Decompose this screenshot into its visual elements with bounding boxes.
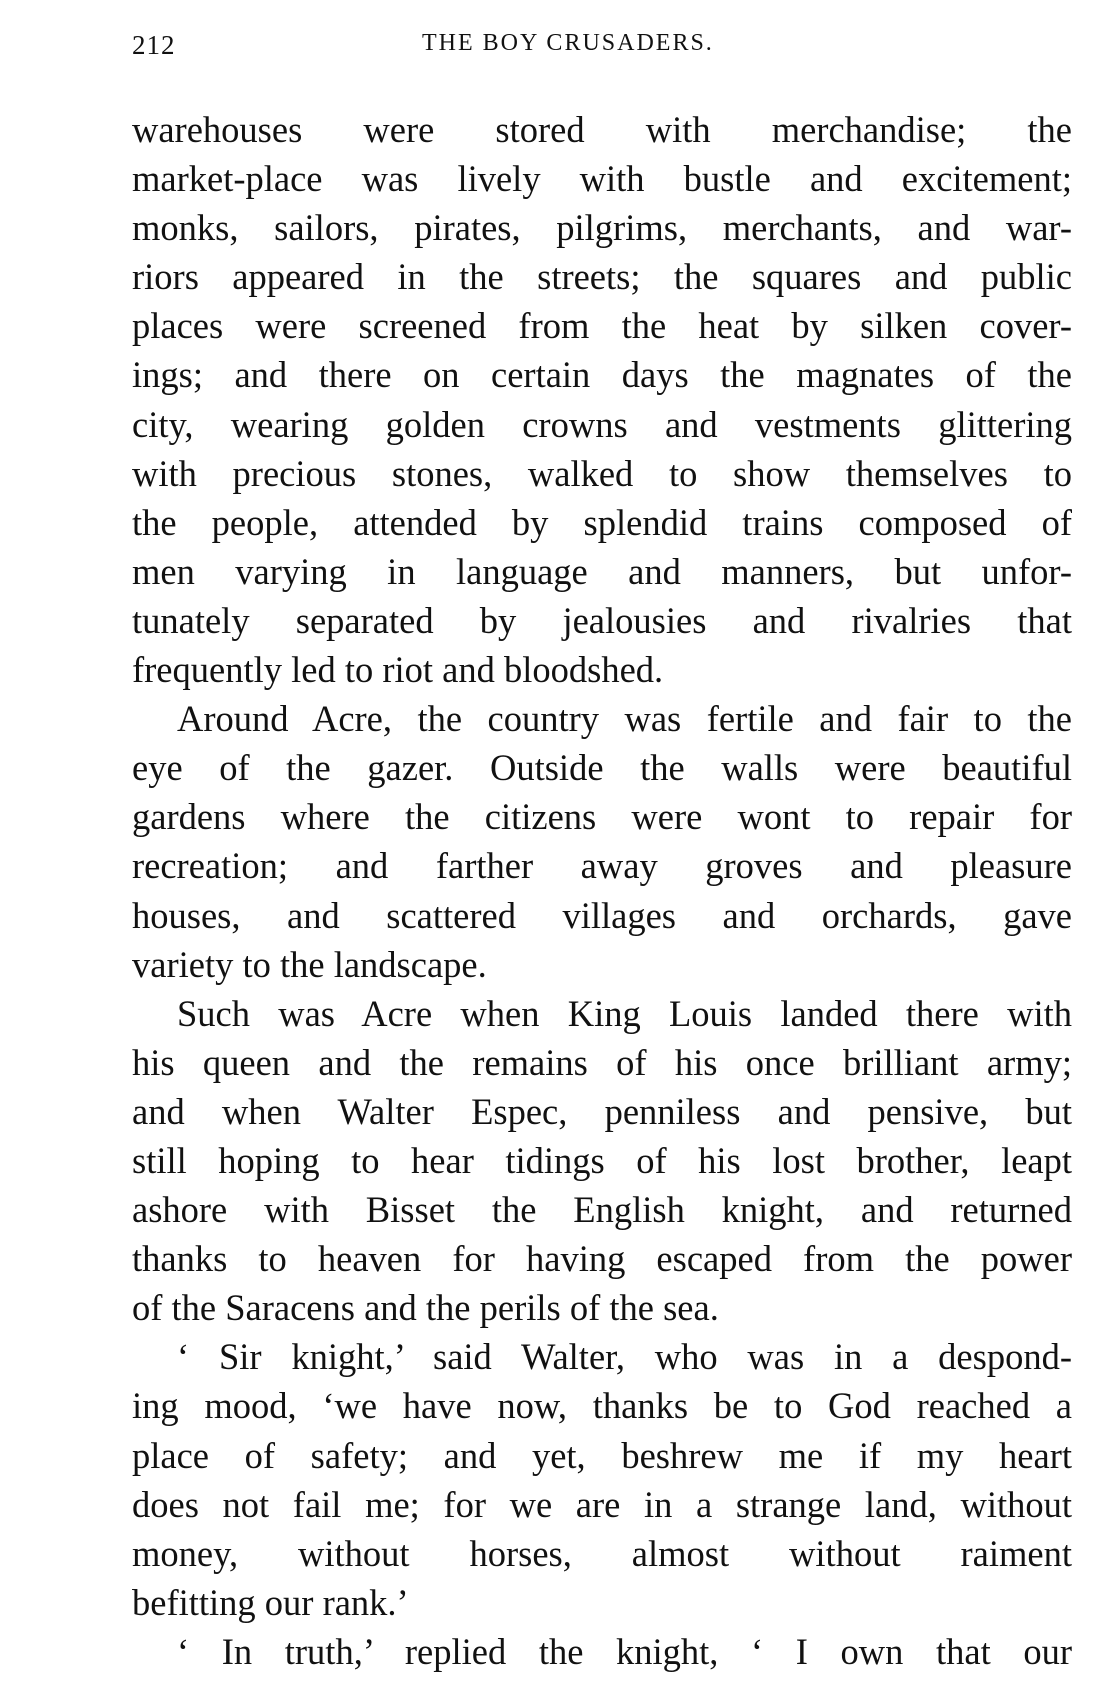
text-line: ‘ In truth,’ replied the knight, ‘ I own that our	[177, 1630, 1072, 1672]
text-line: riors appeared in the streets; the squares and public	[132, 256, 1072, 298]
running-title: THE BOY CRUSADERS.	[422, 30, 714, 56]
body-text	[132, 105, 1072, 1676]
text-line: frequently led to riot and bloodshed.	[132, 649, 664, 691]
text-line: his queen and the remains of his once brilliant army;	[132, 1041, 1072, 1083]
text-line: Around Acre, the country was fertile and fair to the	[177, 698, 1072, 740]
paragraph	[132, 105, 1072, 694]
text-line: place of safety; and yet, beshrew me if my heart	[132, 1434, 1072, 1476]
text-line: Such was Acre when King Louis landed there with	[177, 992, 1072, 1034]
text-line: still hoping to hear tidings of his lost brother, leapt	[132, 1139, 1072, 1181]
text-line: recreation; and farther away groves and pleasure	[132, 845, 1072, 887]
text-line: with precious stones, walked to show themselves to	[132, 452, 1072, 494]
text-line: ing mood, ‘we have now, thanks be to God reached a	[132, 1385, 1072, 1427]
text-line: eye of the gazer. Outside the walls were beautiful	[132, 747, 1072, 789]
text-line: ashore with Bisset the English knight, and returned	[132, 1189, 1072, 1231]
paragraph	[132, 989, 1072, 1333]
text-line: market-place was lively with bustle and excitement;	[132, 158, 1072, 200]
text-line: befitting our rank.’	[132, 1581, 409, 1623]
text-line: does not fail me; for we are in a strange land, without	[132, 1483, 1072, 1525]
text-line: city, wearing golden crowns and vestments glittering	[132, 403, 1072, 445]
text-line: gardens where the citizens were wont to repair for	[132, 796, 1072, 838]
text-line: warehouses were stored with merchandise; the	[132, 109, 1072, 150]
running-head	[132, 30, 1072, 70]
text-line: ings; and there on certain days the magnates of the	[132, 354, 1072, 396]
text-line: ‘ Sir knight,’ said Walter, who was in a despond-	[177, 1336, 1072, 1378]
paragraph	[132, 694, 1072, 989]
text-line: of the Saracens and the perils of the sea.	[132, 1287, 719, 1329]
text-line: men varying in language and manners, but unfor-	[132, 550, 1072, 592]
text-line: and when Walter Espec, penniless and pensive, but	[132, 1090, 1072, 1132]
paragraph	[132, 1627, 1072, 1676]
text-line: variety to the landscape.	[132, 943, 487, 985]
text-line: houses, and scattered villages and orchards, gave	[132, 894, 1072, 936]
page-number: 212	[132, 30, 176, 60]
text-line: the people, attended by splendid trains composed of	[132, 501, 1072, 543]
paragraph	[132, 1332, 1072, 1627]
text-line: monks, sailors, pirates, pilgrims, merchants, and war-	[132, 207, 1072, 249]
text-line: money, without horses, almost without raiment	[132, 1532, 1072, 1574]
text-line: places were screened from the heat by silken cover-	[132, 305, 1072, 347]
text-line: tunately separated by jealousies and rivalries that	[132, 599, 1072, 641]
text-line: thanks to heaven for having escaped from the power	[132, 1238, 1072, 1280]
